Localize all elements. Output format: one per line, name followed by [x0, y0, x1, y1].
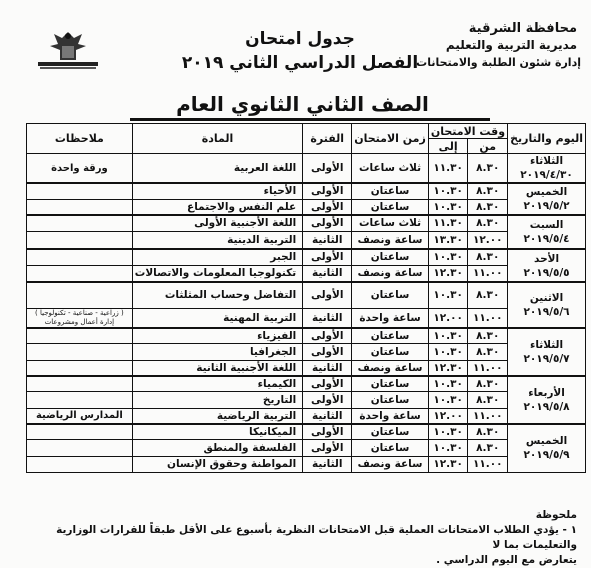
note-cell: المدارس الرياضية [27, 408, 133, 424]
exam-duration: ساعة واحدة [352, 308, 429, 328]
exam-duration: ساعتان [352, 249, 429, 265]
directorate-header [407, 20, 581, 71]
table-row [27, 328, 586, 344]
table-row [27, 376, 586, 392]
end-time: ١٠.٣٠ [428, 343, 468, 360]
table-row [27, 249, 586, 265]
end-time: ١٢.٠٠ [428, 408, 468, 424]
day-name: الاثنين [529, 291, 564, 304]
table-row [27, 183, 586, 199]
note-cell [27, 265, 133, 282]
exam-period: الثانية [303, 265, 352, 282]
exam-period: الأولى [303, 439, 352, 456]
start-time: ٨.٣٠ [468, 376, 508, 392]
exam-date: ٢٠١٩/٥/٩ [523, 449, 570, 461]
day-name: السبت [529, 219, 564, 231]
day-date-cell [508, 249, 586, 282]
grade-title: الصف الثاني الثانوي العام [176, 92, 429, 116]
day-date-cell [508, 424, 586, 473]
table-row [27, 360, 586, 376]
note-cell [27, 231, 133, 249]
start-time: ٨.٣٠ [468, 439, 508, 456]
start-time: ٨.٣٠ [468, 183, 508, 199]
footnote-1: ١ - يؤدي الطلاب الامتحانات العملية قبل الامتحانات النظرية بأسبوع على الأقل طبقاً للقرارات الوزارية والتعليمات بما لا [56, 524, 577, 551]
day-date-cell [508, 328, 586, 376]
subject-name: الأحياء [132, 183, 302, 199]
subject-name: المواطنة وحقوق الإنسان [132, 456, 302, 472]
exam-period: الأولى [303, 282, 352, 308]
exam-period: الأولى [303, 249, 352, 265]
directorate-line: مديرية التربية والتعليم [445, 38, 577, 52]
start-time: ١١.٠٠ [468, 408, 508, 424]
exam-period: الأولى [303, 343, 352, 360]
end-time: ١٠.٣٠ [428, 199, 468, 215]
subject-name: اللغة العربية [132, 154, 302, 184]
table-row [27, 265, 586, 282]
start-time: ٨.٣٠ [468, 391, 508, 408]
note-cell [27, 360, 133, 376]
exam-duration: ساعة ونصف [352, 265, 429, 282]
day-name: الخميس [525, 435, 568, 447]
end-time: ١١.٣٠ [428, 215, 468, 231]
subject-name: الكيمياء [132, 376, 302, 392]
start-time: ٨.٣٠ [468, 328, 508, 344]
subject-name: التفاضل وحساب المثلثات [132, 282, 302, 308]
col-duration-header: زمن الامتحان [352, 124, 429, 154]
note-cell [27, 343, 133, 360]
exam-duration: ساعتان [352, 282, 429, 308]
col-subject-header: المادة [132, 124, 302, 154]
day-date-cell [508, 154, 586, 184]
end-time: ١٠.٣٠ [428, 328, 468, 344]
col-from-header: من [468, 139, 508, 154]
subject-name: اللغة الأجنبية الأولى [132, 215, 302, 231]
exam-date: ٢٠١٩/٥/٤ [523, 233, 570, 245]
subject-name: التربية الدينية [132, 231, 302, 249]
exam-duration: ساعتان [352, 439, 429, 456]
footnote-label: ملحوظة [535, 509, 577, 521]
subject-name: الميكانيكا [132, 424, 302, 440]
exam-duration: ساعتان [352, 376, 429, 392]
exam-duration: ساعتان [352, 391, 429, 408]
day-date-cell [508, 183, 586, 215]
subject-name: علم النفس والاجتماع [132, 199, 302, 215]
end-time: ١٠.٣٠ [428, 282, 468, 308]
exam-period: الثانية [303, 360, 352, 376]
document-title-block [170, 28, 430, 76]
subject-name: الفيزياء [132, 328, 302, 344]
footnote-1-continued: يتعارض مع اليوم الدراسي . [436, 554, 577, 566]
table-row [27, 154, 586, 184]
subject-name: التربية الرياضية [132, 408, 302, 424]
end-time: ١٢.٣٠ [428, 265, 468, 282]
table-row [27, 199, 586, 215]
note-cell: ( زراعية - صناعية - تكنولوجيا ) إدارة أعمال ومشروعات [27, 308, 133, 328]
table-row [27, 231, 586, 249]
start-time: ٨.٣٠ [468, 282, 508, 308]
exam-date: ٢٠١٩/٥/٧ [523, 352, 570, 365]
end-time: ١٠.٣٠ [428, 424, 468, 440]
note-cell [27, 391, 133, 408]
exam-period: الأولى [303, 199, 352, 215]
note-cell [27, 183, 133, 199]
note-cell [27, 439, 133, 456]
subject-name: اللغة الأجنبية الثانية [132, 360, 302, 376]
note-cell [27, 424, 133, 440]
col-to-header: إلى [428, 139, 468, 154]
note-cell [27, 456, 133, 472]
start-time: ٨.٣٠ [468, 199, 508, 215]
end-time: ١١.٣٠ [428, 154, 468, 184]
end-time: ١٠.٣٠ [428, 439, 468, 456]
exam-date: ٢٠١٩/٥/٦ [523, 305, 570, 318]
end-time: ١٠.٣٠ [428, 183, 468, 199]
exam-period: الأولى [303, 154, 352, 184]
note-cell [27, 376, 133, 392]
administration-line: إدارة شئون الطلبة والامتحانات [416, 56, 581, 69]
footnotes [7, 508, 577, 568]
start-time: ١١.٠٠ [468, 308, 508, 328]
start-time: ٨.٣٠ [468, 249, 508, 265]
end-time: ١٠.٣٠ [428, 249, 468, 265]
day-name: الأحد [534, 252, 560, 265]
exam-duration: ساعتان [352, 343, 429, 360]
exam-duration: ساعة ونصف [352, 360, 429, 376]
governorate-line: محافظة الشرقية [468, 21, 577, 36]
exam-period: الأولى [303, 424, 352, 440]
day-name: الخميس [525, 186, 568, 198]
day-name: الأربعاء [528, 386, 565, 399]
table-row [27, 456, 586, 472]
exam-schedule-table [26, 123, 586, 473]
start-time: ٨.٣٠ [468, 424, 508, 440]
subject-name: الفلسفة والمنطق [132, 439, 302, 456]
table-row [27, 439, 586, 456]
exam-duration: ساعتان [352, 199, 429, 215]
exam-date: ٢٠١٩/٥/٥ [523, 266, 570, 279]
col-notes-header: ملاحظات [27, 124, 133, 154]
title-underline [130, 118, 490, 121]
header-row [27, 124, 586, 139]
col-time-header: وقت الامتحان [428, 124, 507, 139]
note-cell [27, 282, 133, 308]
table-row [27, 215, 586, 231]
day-date-cell [508, 376, 586, 424]
note-cell [27, 215, 133, 231]
day-date-cell [508, 215, 586, 249]
col-day-header: اليوم والتاريخ [508, 124, 586, 154]
exam-period: الأولى [303, 376, 352, 392]
table-row [27, 408, 586, 424]
exam-date: ٢٠١٩/٥/٢ [523, 200, 570, 212]
note-cell: ورقة واحدة [27, 154, 133, 184]
subject-name: التربية المهنية [132, 308, 302, 328]
exam-duration: ساعتان [352, 328, 429, 344]
exam-date: ٢٠١٩/٤/٣٠ [520, 169, 573, 181]
exam-period: الأولى [303, 183, 352, 199]
day-name: الثلاثاء [530, 338, 564, 351]
subject-name: تكنولوجيا المعلومات والاتصالات [132, 265, 302, 282]
start-time: ١١.٠٠ [468, 360, 508, 376]
table-row [27, 343, 586, 360]
start-time: ٨.٣٠ [468, 154, 508, 184]
exam-duration: ثلاث ساعات [352, 215, 429, 231]
eagle-emblem-icon [38, 28, 98, 74]
start-time: ١١.٠٠ [468, 265, 508, 282]
end-time: ١٢.٠٠ [428, 308, 468, 328]
col-period-header: الفترة [303, 124, 352, 154]
exam-duration: ساعتان [352, 424, 429, 440]
end-time: ١٠.٣٠ [428, 391, 468, 408]
note-cell [27, 328, 133, 344]
subject-name: التاريخ [132, 391, 302, 408]
start-time: ١١.٠٠ [468, 456, 508, 472]
exam-period: الثانية [303, 231, 352, 249]
exam-period: الثانية [303, 408, 352, 424]
subject-name: الجبر [132, 249, 302, 265]
table-row [27, 424, 586, 440]
subject-name: الجغرافيا [132, 343, 302, 360]
exam-duration: ساعة واحدة [352, 408, 429, 424]
end-time: ١٢.٣٠ [428, 360, 468, 376]
exam-duration: ساعة ونصف [352, 231, 429, 249]
exam-period: الأولى [303, 391, 352, 408]
table-row [27, 282, 586, 308]
exam-date: ٢٠١٩/٥/٨ [523, 400, 570, 413]
exam-period: الثانية [303, 308, 352, 328]
document-title: جدول امتحان [245, 29, 355, 49]
exam-period: الأولى [303, 215, 352, 231]
exam-duration: ساعتان [352, 183, 429, 199]
end-time: ١٣.٣٠ [428, 231, 468, 249]
exam-period: الثانية [303, 456, 352, 472]
table-row [27, 391, 586, 408]
end-time: ١٠.٣٠ [428, 376, 468, 392]
end-time: ١٢.٣٠ [428, 456, 468, 472]
day-name: الثلاثاء [530, 155, 564, 167]
start-time: ٨.٣٠ [468, 343, 508, 360]
note-cell [27, 249, 133, 265]
document-subtitle: الفصل الدراسي الثاني ٢٠١٩ [181, 53, 419, 73]
exam-duration: ساعة ونصف [352, 456, 429, 472]
exam-duration: ثلاث ساعات [352, 154, 429, 184]
exam-period: الأولى [303, 328, 352, 344]
note-cell [27, 199, 133, 215]
table-row [27, 308, 586, 328]
start-time: ٨.٣٠ [468, 215, 508, 231]
day-date-cell [508, 282, 586, 328]
start-time: ١٢.٠٠ [468, 231, 508, 249]
